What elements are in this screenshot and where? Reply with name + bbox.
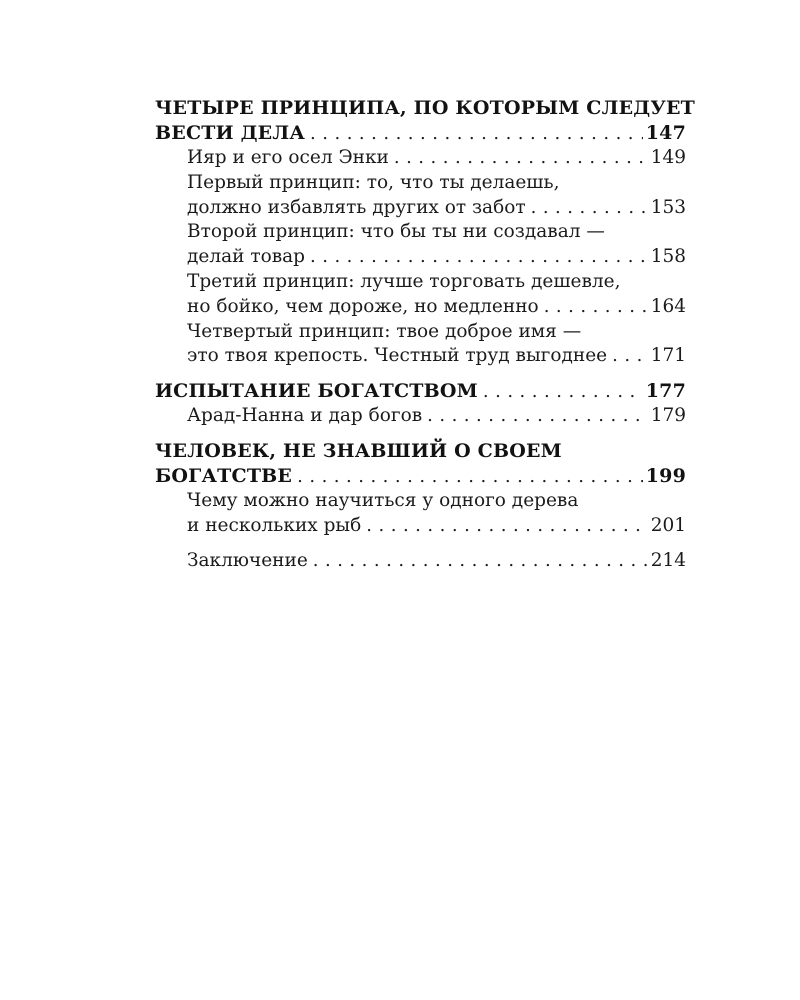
dot-leader (531, 196, 648, 221)
toc-entry-line (187, 171, 686, 196)
page-number: 171 (650, 345, 686, 367)
dot-leader (310, 245, 648, 270)
dot-leader (297, 464, 643, 489)
toc-entry-text: БОГАТСТВЕ (155, 464, 293, 487)
page-number: 201 (650, 514, 686, 536)
toc-entry-leader-line (187, 344, 686, 369)
toc-entry-leader-line (155, 464, 686, 489)
toc-entry-leader-line (187, 549, 686, 574)
toc-chapter-entry (155, 96, 696, 146)
page-number: 153 (650, 196, 686, 218)
toc-entry-text: ЧЕЛОВЕК, НЕ ЗНАВШИЙ О СВОЕМ (155, 439, 562, 462)
toc-entry-text: делай товар (187, 246, 305, 268)
toc-item-entry (155, 171, 686, 221)
toc-entry-line (155, 96, 696, 121)
toc-item-entry (155, 270, 686, 320)
toc-entry-line (187, 270, 686, 295)
toc-item-entry (155, 489, 686, 539)
toc-entry-leader-line (187, 404, 686, 429)
dot-leader (394, 146, 648, 171)
toc-entry-line (187, 220, 686, 245)
toc-entry-leader-line (187, 514, 686, 539)
dot-leader (313, 549, 648, 574)
toc-entry-line (187, 320, 686, 345)
toc-entry-text: и нескольких рыб (187, 514, 362, 536)
toc-entry-text: Четвертый принцип: твое доброе имя — (187, 320, 582, 342)
page-number: 179 (650, 405, 686, 427)
page-number: 147 (645, 122, 686, 144)
toc-entry-text: Ияр и его осел Энки (187, 147, 389, 168)
table-of-contents (155, 96, 696, 573)
toc-item-entry (155, 404, 686, 429)
toc-entry-leader-line (155, 121, 686, 146)
toc-chapter-entry (155, 379, 686, 404)
toc-section (155, 96, 696, 369)
page-number: 199 (645, 464, 686, 487)
page-number: 164 (650, 295, 686, 317)
toc-entry-text: Заключение (187, 549, 308, 571)
dot-leader (544, 295, 648, 320)
toc-entry-line (187, 489, 686, 514)
page-number: 149 (650, 147, 686, 168)
toc-entry-leader-line (187, 146, 686, 171)
toc-item-entry (155, 549, 686, 574)
dot-leader (310, 121, 643, 146)
toc-entry-text: ВЕСТИ ДЕЛА (155, 122, 306, 144)
toc-entry-text: ИСПЫТАНИЕ БОГАТСТВОМ (155, 380, 478, 403)
toc-section (155, 379, 686, 429)
toc-item-entry (155, 146, 686, 171)
toc-section (155, 439, 686, 573)
toc-item-entry (155, 320, 686, 370)
toc-entry-leader-line (187, 196, 686, 221)
dot-leader (427, 404, 648, 429)
toc-entry-leader-line (187, 295, 686, 320)
page-number: 158 (650, 246, 686, 268)
toc-entry-text: Первый принцип: то, что ты делаешь, (187, 171, 560, 193)
toc-entry-text: Второй принцип: что бы ты ни создавал — (187, 221, 605, 243)
page-number: 214 (650, 549, 686, 571)
toc-entry-text: Арад-Нанна и дар богов (187, 405, 423, 427)
toc-entry-leader-line (155, 379, 686, 404)
toc-entry-leader-line (187, 245, 686, 270)
dot-leader (483, 379, 643, 404)
toc-entry-line (155, 439, 686, 464)
page-number: 177 (645, 380, 686, 403)
toc-entry-text: должно избавлять других от забот (187, 196, 526, 218)
toc-item-entry (155, 220, 686, 270)
dot-leader (366, 514, 647, 539)
toc-entry-text: Третий принцип: лучше торговать дешевле, (187, 270, 621, 292)
toc-entry-text: это твоя крепость. Честный труд выгоднее (187, 345, 608, 367)
toc-chapter-entry (155, 439, 686, 489)
toc-entry-text: но бойко, чем дороже, но медленно (187, 295, 539, 317)
toc-entry-text: Чему можно научиться у одного дерева (187, 489, 579, 511)
toc-entry-text: ЧЕТЫРЕ ПРИНЦИПА, ПО КОТОРЫМ СЛЕДУЕТ (155, 97, 696, 119)
dot-leader (612, 344, 648, 369)
